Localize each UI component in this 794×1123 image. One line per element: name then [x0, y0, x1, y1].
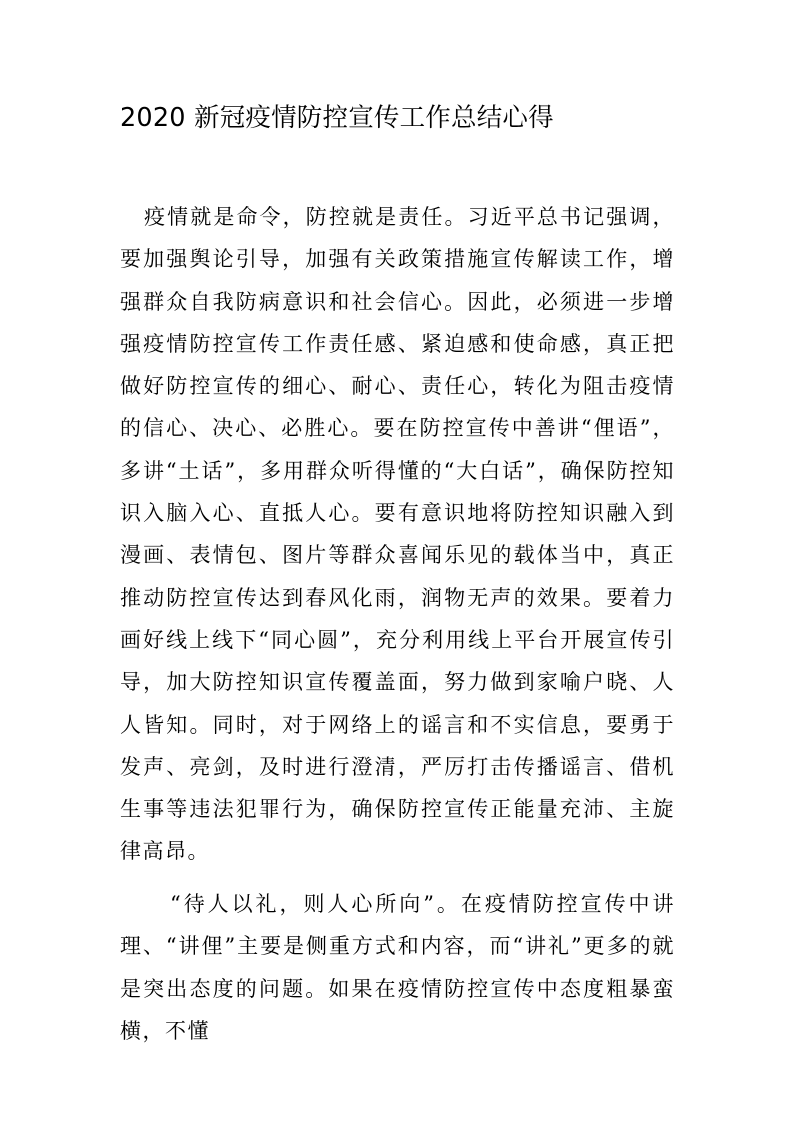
document-title: 2020 新冠疫情防控宣传工作总结心得 [120, 103, 554, 133]
paragraph-2: “待人以礼，则人心所向”。在疫情防控宣传中讲理、“讲俚”主要是侧重方式和内容，而“讲礼”更多的就是突出态度的问题。如果在疫情防控宣传中态度粗暴蛮横，不懂 [120, 892, 675, 1043]
paragraph-1: 疫情就是命令，防控就是责任。习近平总书记强调，要加强舆论引导，加强有关政策措施宣传解读工作，增强群众自我防病意识和社会信心。因此，必须进一步增强疫情防控宣传工作责任感、紧迫感和使命感，真正把做好防控宣传的细心、耐心、责任心，转化为阻击疫情的信心、决心、必胜心。要在防控宣传中善讲“俚语”，多讲“土话”，多用群众听得懂的“大白话”，确保防控知识入脑入心、直抵人心。要有意识地将防控知识融入到漫画、表情包、图片等群众喜闻乐见的载体当中，真正推动防控宣传达到春风化雨，润物无声的效果。要着力画好线上线下“同心圆”，充分利用线上平台开展宣传引导，加大防控知识宣传覆盖面，努力做到家喻户晓、人人皆知。同时，对于网络上的谣言和不实信息，要勇于发声、亮剑，及时进行澄清，严厉打击传播谣言、借机生事等违法犯罪行为，确保防控宣传正能量充沛、主旋律高昂。 [120, 205, 675, 864]
